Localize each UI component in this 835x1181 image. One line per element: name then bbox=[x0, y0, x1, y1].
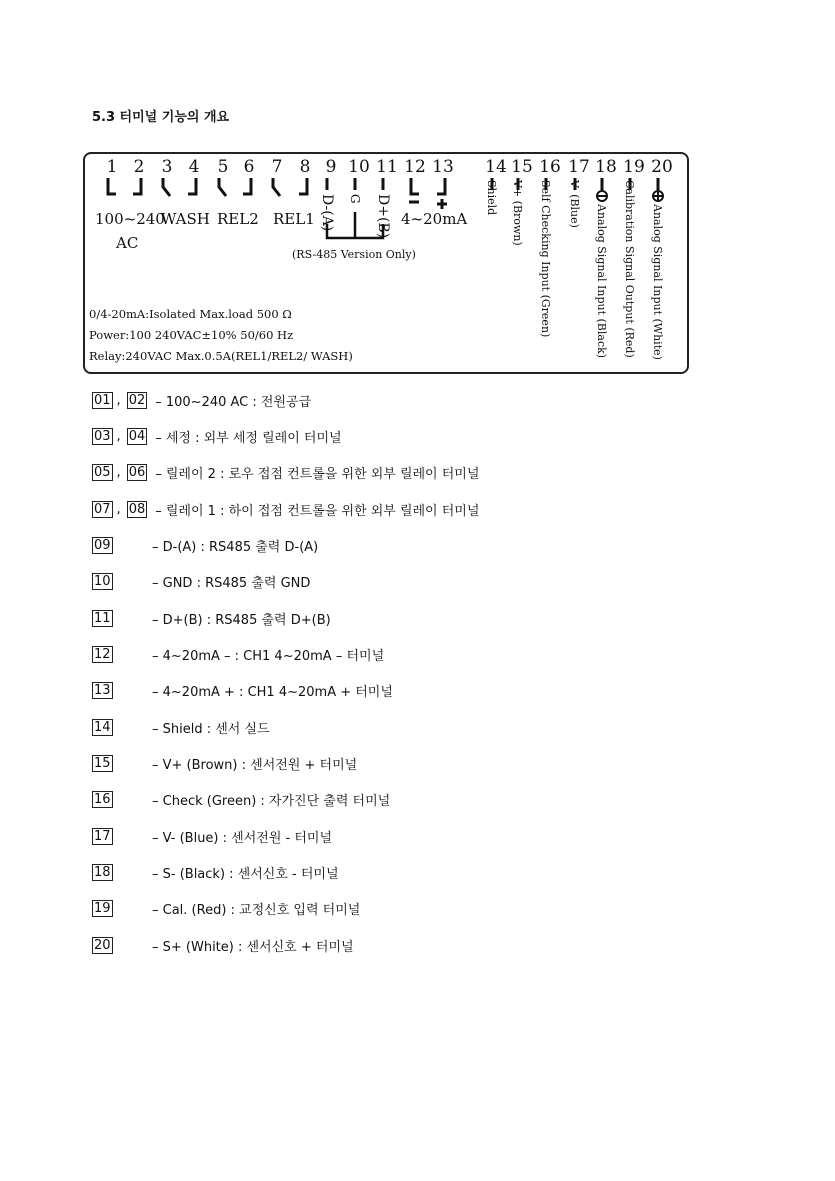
terminal-row bbox=[92, 717, 270, 737]
terminal-description: – S+ (White) : 센서신호 + 터미널 bbox=[152, 939, 354, 955]
terminal-row bbox=[92, 644, 385, 664]
pin-label-p17: V- (Blue) bbox=[568, 180, 581, 228]
spec-line: Relay:240VAC Max.0.5A(REL1/REL2/ WASH) bbox=[89, 349, 353, 363]
terminal-row bbox=[92, 499, 479, 519]
terminal-number-box: 13 bbox=[94, 683, 111, 699]
terminal-number-box: 08 bbox=[128, 501, 146, 517]
label-power-ac: AC bbox=[116, 234, 139, 252]
terminal-number-12: 12 bbox=[404, 157, 426, 177]
terminal-description: – S- (Black) : 센서신호 - 터미널 bbox=[152, 867, 339, 883]
terminal-diagram-svg bbox=[85, 154, 687, 372]
terminal-number-box: 02 bbox=[128, 392, 146, 408]
terminal-number-box: 06 bbox=[128, 465, 146, 481]
terminal-number-box: 05 bbox=[94, 465, 111, 481]
separator: , bbox=[116, 392, 121, 408]
switch-mark bbox=[163, 178, 170, 196]
pin-label-p14: Shield bbox=[485, 180, 498, 216]
separator: , bbox=[116, 465, 121, 481]
terminal-number-box: 09 bbox=[94, 537, 111, 553]
terminal-number-14: 14 bbox=[485, 157, 507, 177]
terminal-description: – 4~20mA – : CH1 4~20mA – 터미널 bbox=[152, 648, 385, 664]
terminal-description: – D+(B) : RS485 출력 D+(B) bbox=[152, 612, 331, 628]
switch-mark bbox=[219, 178, 226, 196]
terminal-description: – Cal. (Red) : 교정신호 입력 터미널 bbox=[152, 903, 361, 919]
terminal-description: – Shield : 센서 실드 bbox=[152, 721, 270, 737]
terminal-description: – V+ (Brown) : 센서전원 + 터미널 bbox=[152, 758, 358, 773]
terminal-number-box: 18 bbox=[94, 865, 111, 881]
terminal-description: – D-(A) : RS485 출력 D-(A) bbox=[152, 539, 319, 555]
terminal-row bbox=[92, 463, 479, 483]
terminal-row bbox=[92, 426, 342, 446]
terminal-number-10: 10 bbox=[348, 157, 370, 177]
terminal-number-box: 20 bbox=[94, 937, 111, 953]
terminal-number-6: 6 bbox=[243, 157, 255, 177]
label-rel2: REL2 bbox=[217, 210, 259, 228]
terminal-number-4: 4 bbox=[188, 157, 200, 177]
separator: , bbox=[116, 501, 121, 517]
terminal-number-box: 19 bbox=[94, 901, 111, 917]
terminal-number-box: 03 bbox=[94, 428, 111, 444]
bracket-mark bbox=[299, 178, 307, 194]
label-analog-out: 4~20mA bbox=[401, 210, 468, 228]
bracket-mark bbox=[133, 178, 141, 194]
bracket-mark bbox=[243, 178, 251, 194]
terminal-row bbox=[92, 935, 354, 955]
label-wash: WASH bbox=[161, 210, 210, 228]
terminal-number-11: 11 bbox=[376, 157, 398, 177]
terminal-number-2: 2 bbox=[133, 157, 145, 177]
label-power: 100~240 bbox=[95, 210, 165, 228]
terminal-row bbox=[92, 754, 358, 774]
separator: , bbox=[116, 428, 121, 444]
pin-label-p11: D+(B) bbox=[375, 194, 391, 239]
terminal-row bbox=[92, 535, 319, 555]
terminal-description: – 4~20mA + : CH1 4~20mA + 터미널 bbox=[152, 685, 393, 701]
terminal-number-16: 16 bbox=[539, 157, 561, 177]
pin-label-p18: Analog Signal Input (Black) bbox=[595, 204, 608, 359]
terminal-number-box: 12 bbox=[94, 646, 111, 662]
pin-label-p10: G bbox=[348, 194, 362, 204]
pin-label-p19: Calibration Signal Output (Red) bbox=[623, 180, 636, 358]
terminal-number-15: 15 bbox=[511, 157, 533, 177]
pin-label-p9: D-(A) bbox=[319, 194, 335, 232]
bracket-mark bbox=[437, 178, 445, 194]
terminal-number-box: 17 bbox=[94, 828, 111, 844]
terminal-number-20: 20 bbox=[651, 157, 673, 177]
terminal-description: – 릴레이 2 : 로우 접점 컨트롤을 위한 외부 릴레이 터미널 bbox=[155, 467, 480, 483]
terminal-number-17: 17 bbox=[568, 157, 590, 177]
bracket-mark bbox=[411, 178, 419, 194]
terminal-row bbox=[92, 863, 339, 883]
bracket-mark bbox=[188, 178, 196, 194]
plus-circle-bar bbox=[654, 192, 662, 200]
pin-label-p15: V+ (Brown) bbox=[511, 180, 524, 246]
terminal-description: – 100~240 AC : 전원공급 bbox=[155, 394, 312, 410]
terminal-number-box: 01 bbox=[94, 392, 111, 408]
terminal-number-19: 19 bbox=[623, 157, 645, 177]
terminal-row bbox=[92, 899, 361, 919]
terminal-row bbox=[92, 572, 311, 592]
terminal-number-box: 16 bbox=[94, 792, 111, 808]
terminal-number-1: 1 bbox=[106, 157, 118, 177]
terminal-number-7: 7 bbox=[271, 157, 283, 177]
label-rel1: REL1 bbox=[273, 210, 315, 228]
pin-label-p16: Self Checking Input (Green) bbox=[539, 180, 552, 338]
terminal-description: – GND : RS485 출력 GND bbox=[152, 576, 311, 592]
terminal-diagram bbox=[83, 152, 689, 374]
terminal-description: – 릴레이 1 : 하이 접점 컨트롤을 위한 외부 릴레이 터미널 bbox=[155, 503, 480, 519]
terminal-row bbox=[92, 608, 331, 628]
section-title: 5.3 터미널 기능의 개요 bbox=[92, 110, 230, 125]
terminal-number-5: 5 bbox=[217, 157, 229, 177]
spec-line: Power:100 240VAC±10% 50/60 Hz bbox=[89, 328, 294, 342]
terminal-number-8: 8 bbox=[299, 157, 311, 177]
terminal-description: – V- (Blue) : 센서전원 - 터미널 bbox=[152, 830, 333, 846]
label-rs485: (RS-485 Version Only) bbox=[292, 248, 416, 261]
terminal-number-box: 10 bbox=[94, 574, 111, 590]
terminal-number-box: 15 bbox=[94, 756, 111, 771]
terminal-row bbox=[92, 826, 333, 846]
terminal-description: – Check (Green) : 자가진단 출력 터미널 bbox=[152, 794, 391, 810]
plus-mark bbox=[437, 199, 447, 209]
terminal-number-box: 14 bbox=[94, 719, 111, 735]
terminal-row bbox=[92, 681, 393, 701]
terminal-number-9: 9 bbox=[325, 157, 337, 177]
switch-mark bbox=[273, 178, 280, 196]
terminal-number-18: 18 bbox=[595, 157, 617, 177]
terminal-number-box: 04 bbox=[128, 428, 146, 444]
terminal-number-3: 3 bbox=[161, 157, 173, 177]
pin-label-p20: Analog Signal Input (White) bbox=[651, 204, 664, 360]
bracket-mark bbox=[108, 178, 116, 194]
terminal-number-box: 11 bbox=[94, 610, 111, 626]
spec-line: 0/4-20mA:Isolated Max.load 500 Ω bbox=[89, 307, 292, 321]
terminal-row bbox=[92, 390, 311, 410]
terminal-number-13: 13 bbox=[432, 157, 454, 177]
terminal-description: – 세정 : 외부 세정 릴레이 터미널 bbox=[155, 430, 342, 446]
terminal-row bbox=[92, 790, 391, 810]
terminal-number-box: 07 bbox=[94, 501, 111, 517]
